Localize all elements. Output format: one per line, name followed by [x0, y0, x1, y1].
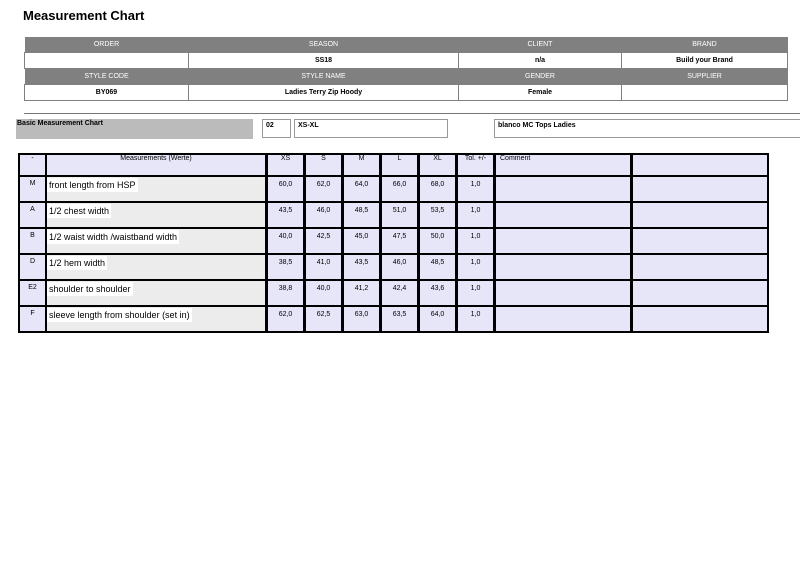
row-description — [46, 202, 266, 228]
cell-s: 41,0 — [304, 254, 342, 280]
cell-l: 46,0 — [380, 254, 418, 280]
cell-m: 41,2 — [342, 280, 380, 306]
value-season: SS18 — [189, 53, 459, 69]
header-gender: GENDER — [459, 69, 622, 85]
cell-m: 45,0 — [342, 228, 380, 254]
page-title: Measurement Chart — [23, 8, 145, 23]
value-style-name: Ladies Terry Zip Hoody — [189, 85, 459, 101]
row-description — [46, 280, 266, 306]
row-description — [46, 254, 266, 280]
cell-extra — [631, 280, 768, 306]
row-description — [46, 176, 266, 202]
cell-comment — [494, 202, 631, 228]
cell-tolerance: 1,0 — [456, 306, 494, 332]
cell-s: 46,0 — [304, 202, 342, 228]
cell-comment — [494, 254, 631, 280]
cell-tolerance: 1,0 — [456, 254, 494, 280]
row-description-text: 1/2 hem width — [49, 258, 106, 268]
cell-tolerance: 1,0 — [456, 280, 494, 306]
cell-extra — [631, 176, 768, 202]
cell-xl: 50,0 — [418, 228, 456, 254]
cell-tolerance: 1,0 — [456, 176, 494, 202]
col-measurements: Measurements (Werte) — [46, 154, 266, 176]
cell-xs: 62,0 — [266, 306, 304, 332]
template-name-box: blanco MC Tops Ladies — [494, 119, 800, 138]
cell-xl: 48,5 — [418, 254, 456, 280]
basic-measurement-label: Basic Measurement Chart — [16, 119, 253, 139]
cell-xl: 53,5 — [418, 202, 456, 228]
cell-l: 66,0 — [380, 176, 418, 202]
cell-l: 47,5 — [380, 228, 418, 254]
row-description — [46, 228, 266, 254]
cell-l: 42,4 — [380, 280, 418, 306]
cell-xl: 68,0 — [418, 176, 456, 202]
measurement-table — [18, 153, 769, 333]
table-row — [19, 202, 768, 228]
row-description-text: 1/2 chest width — [49, 206, 110, 216]
header-client: CLIENT — [459, 37, 622, 53]
cell-xs: 40,0 — [266, 228, 304, 254]
row-code: B — [19, 228, 46, 254]
row-code: E2 — [19, 280, 46, 306]
table-row — [19, 306, 768, 332]
header-style-code: STYLE CODE — [25, 69, 189, 85]
header-season: SEASON — [189, 37, 459, 53]
col-tolerance: Tol. +/- — [456, 154, 494, 176]
cell-m: 64,0 — [342, 176, 380, 202]
col-m: M — [342, 154, 380, 176]
col-l: L — [380, 154, 418, 176]
value-style-code: BY069 — [25, 85, 189, 101]
value-supplier — [622, 85, 788, 101]
size-range-box: XS-XL — [294, 119, 448, 138]
value-order — [25, 53, 189, 69]
header-supplier: SUPPLIER — [622, 69, 788, 85]
style-info-table — [24, 37, 788, 101]
cell-extra — [631, 228, 768, 254]
col-code: - — [19, 154, 46, 176]
row-description — [46, 306, 266, 332]
cell-tolerance: 1,0 — [456, 202, 494, 228]
cell-xs: 43,5 — [266, 202, 304, 228]
cell-extra — [631, 202, 768, 228]
row-description-text: front length from HSP — [49, 180, 136, 190]
cell-s: 40,0 — [304, 280, 342, 306]
header-brand: BRAND — [622, 37, 788, 53]
table-row — [19, 254, 768, 280]
size-code-box: 02 — [262, 119, 291, 138]
row-description-text: shoulder to shoulder — [49, 284, 131, 294]
cell-comment — [494, 176, 631, 202]
cell-comment — [494, 306, 631, 332]
col-extra — [631, 154, 768, 176]
cell-m: 63,0 — [342, 306, 380, 332]
cell-l: 63,5 — [380, 306, 418, 332]
col-s: S — [304, 154, 342, 176]
row-code: M — [19, 176, 46, 202]
value-client: n/a — [459, 53, 622, 69]
cell-xs: 38,8 — [266, 280, 304, 306]
table-row — [19, 176, 768, 202]
cell-s: 42,5 — [304, 228, 342, 254]
cell-xl: 64,0 — [418, 306, 456, 332]
cell-m: 48,5 — [342, 202, 380, 228]
value-gender: Female — [459, 85, 622, 101]
cell-tolerance: 1,0 — [456, 228, 494, 254]
row-code: A — [19, 202, 46, 228]
row-description-text: 1/2 waist width /waistband width — [49, 232, 178, 242]
header-order: ORDER — [25, 37, 189, 53]
divider — [24, 113, 800, 114]
cell-extra — [631, 306, 768, 332]
row-code: D — [19, 254, 46, 280]
col-comment: Comment — [494, 154, 631, 176]
cell-comment — [494, 228, 631, 254]
cell-l: 51,0 — [380, 202, 418, 228]
value-brand: Build your Brand — [622, 53, 788, 69]
cell-xl: 43,6 — [418, 280, 456, 306]
cell-s: 62,0 — [304, 176, 342, 202]
cell-xs: 38,5 — [266, 254, 304, 280]
cell-comment — [494, 280, 631, 306]
table-header-row — [19, 154, 768, 176]
table-row — [19, 228, 768, 254]
cell-s: 62,5 — [304, 306, 342, 332]
cell-m: 43,5 — [342, 254, 380, 280]
col-xl: XL — [418, 154, 456, 176]
table-row — [19, 280, 768, 306]
row-description-text: sleeve length from shoulder (set in) — [49, 310, 190, 320]
cell-xs: 60,0 — [266, 176, 304, 202]
row-code: F — [19, 306, 46, 332]
cell-extra — [631, 254, 768, 280]
col-xs: XS — [266, 154, 304, 176]
header-style-name: STYLE NAME — [189, 69, 459, 85]
